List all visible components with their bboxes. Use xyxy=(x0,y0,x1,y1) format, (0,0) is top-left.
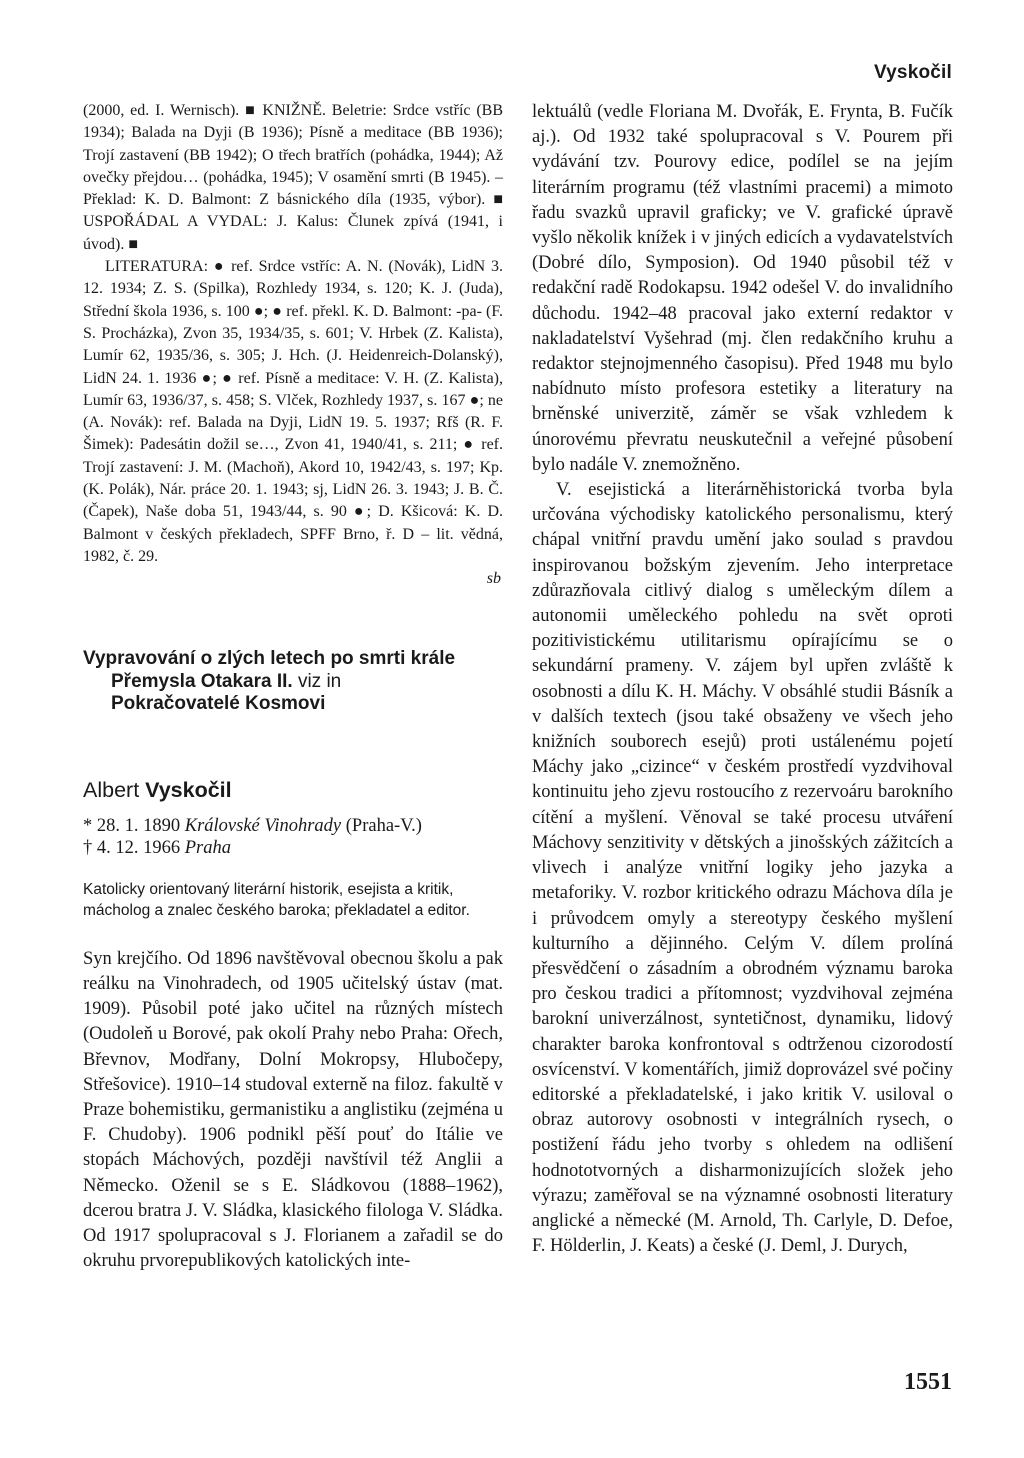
author-signature: sb xyxy=(486,570,501,588)
right-column xyxy=(532,100,953,1259)
page-number: 1551 xyxy=(904,1369,952,1395)
biography-paragraph-3: V. esejistická a literárněhistorická tvorba byla určována východisky katolického personalismu, který chápal vnitřní pravdu umění jako soulad s pravdou inspirovanou božským zjevením. Jeho interpretace zdůrazňovala citlivý dialog s uměleckým dílem a autonomii uměleckého pohledu na svět oproti pozitivistickému utilitarismu opírajícímu se o sekundární prameny. V. zájem byl upřen zvláště k osobnosti a dílu K. H. Máchy. V obsáhlé studii Básník a v dalších textech (jsou také obsaženy ve všech jeho knižních souborech esejů) proti ustálenému pojetí Máchy jako „cizince“ v českém prostředí vyzdvihoval kontinuitu jeho zjevu rostoucího z rezervoáru barokního cítění a myšlení. Věnoval se také procesu utváření Máchovy senzitivity v dětských a jinošských zážitcích a vlivech i analýze vnitřní logiky jeho jazyka a metaforiky. V. rozbor kritického odrazu Máchova díla je i průvodcem omyly a stereotypy českého myšlení kulturního a dějinného. Celým V. dílem prolíná přesvědčení o zásadním a obrodném významu baroka pro českou tradici a přítomnost; vyzdvihoval zejména barokní univerzálnost, syntetičnost, dynamiku, lidový charakter baroka konfrontoval s odtrženou cizorodostí osvícenství. V komentářích, jimiž doprovázel své počiny editorské a překladatelské, i jako kritik V. usiloval o obraz autorovy osobnosti v integrálních rysech, o postižení řádu jeho tvorby s ohledem na odlišení hodnototvorných a disharmonizujících složek jeho výrazu; zaměřoval se na významné osobnosti literatury anglické a německé (M. Arnold, Th. Carlyle, D. Defoe, F. Hölderlin, J. Keats) a české (J. Deml, J. Durych, xyxy=(532,480,953,1257)
running-head: Vyskočil xyxy=(874,62,952,83)
bibliography-literature: LITERATURA: ● ref. Srdce vstříc: A. N. (Novák), LidN 3. 12. 1934; Z. S. (Spilka), Rozhledy 1934, s. 120; K. J. (Juda), Střední škola 1936, s. 100 ●; ● ref. překl. K. D. Balmont: -pa- (F. S. Procházka), Zvon 35, 1934/35, s. 601; V. Hrbek (Z. Kalista), Lumír 62, 1935/36, s. 305; J. Hch. (J. Heidenreich-Dolanský), LidN 24. 1. 1936 ●; ● ref. Písně a meditace: V. H. (Z. Kalista), Lumír 63, 1936/37, s. 458; S. Vlček, Rozhledy 1937, s. 167 ●; ne (A. Novák): ref. Balada na Dyji, LidN 19. 5. 1937; Rfš (R. F. Šimek): Padesátin dožil se…, Zvon 41, 1940/41, s. 211; ● ref. Trojí zastavení: J. M. (Machoň), Akord 10, 1942/43, s. 197; Kp. (K. Polák), Nár. práce 20. 1. 1943; sj, LidN 26. 3. 1943; J. B. Č. (Čapek), Naše doba 51, 1943/44, s. 90 ●; D. Kšicová: K. D. Balmont v českých překladech, SPFF Brno, ř. D – lit. vědná, 1982, č. 29. xyxy=(83,258,503,565)
entry-first-name: Albert xyxy=(83,777,140,802)
xref-title-line2: Přemysla Otakara II. viz in xyxy=(111,670,342,692)
bibliography-works: (2000, ed. I. Wernisch). ■ KNIŽNĚ. Beletrie: Srdce vstříc (BB 1934); Balada na Dyji (B 1936); Písně a meditace (BB 1936); Trojí zastavení (BB 1942); O třech bratřích (pohádka, 1944); Až ovečky přejdou… (pohádka, 1945); V osamění smrti (B 1945). – Překlad: K. D. Balmont: Z básnického díla (1935, výbor). ■ USPOŘÁDAL A VYDAL: J. Kalus: Člunek zpívá (1941, i úvod). ■ xyxy=(83,102,503,253)
xref-viz: viz in xyxy=(297,670,342,692)
xref-title-line1: Vypravování o zlých letech po smrti krále xyxy=(83,648,456,670)
entry-surname: Vyskočil xyxy=(145,777,232,802)
entry-heading xyxy=(83,778,503,803)
birth-line: * 28. 1. 1890 Královské Vinohrady (Praha-V.) xyxy=(83,815,422,836)
xref-target[interactable]: Pokračovatelé Kosmovi xyxy=(111,693,326,715)
entry-summary: Katolicky orientovaný literární historik, esejista a kritik, mácholog a znalec českého baroka; překladatel a editor. xyxy=(83,880,470,919)
biography-paragraph-2: lektuálů (vedle Floriana M. Dvořák, E. Frynta, B. Fučík aj.). Od 1932 také spolupracoval s V. Pourem při vydávání tzv. Pourovy edice, podílel se na jejím literárním programu (též vlastními pracemi) a mimoto řadu svazků upravil graficky; ve V. grafické úpravě vyšlo několik knížek i v jiných edicích a vydavatelstvích (Dobré dílo, Symposion). Od 1940 působil též v redakční radě Rodokapsu. 1942 odešel V. do invalidního důchodu. 1942–48 pracoval jako externí redaktor v nakladatelství Vyšehrad (mj. člen redakčního kruhu a redaktor stejnojmenného časopisu). Před 1948 mu bylo nabídnuto místo profesora estetiky a literatury na brněnské univerzitě, záměr se však vzhledem k únorovému převratu neuskutečnil a veřejné působení bylo nadále V. znemožněno. xyxy=(532,102,953,475)
left-column xyxy=(83,100,503,1274)
vital-dates xyxy=(83,815,503,859)
death-line: † 4. 12. 1966 Praha xyxy=(83,837,231,858)
biography-paragraph-1: Syn krejčího. Od 1896 navštěvoval obecnou školu a pak reálku na Vinohradech, od 1905 učitelský ústav (mat. 1909). Působil poté jako učitel na různých místech (Oudoleň u Borové, pak okolí Prahy nebo Praha: Ořech, Břevnov, Modřany, Dolní Mokropsy, Hlubočepy, Střešovice). 1910–14 studoval externě na filoz. fakultě v Praze bohemistiku, germanistiku a anglistiku (zejména u F. Chudoby). 1906 podnikl pěší pouť do Itálie ve stopách Máchových, později navštívil též Anglii a Německo. Oženil se s E. Sládkovou (1888–1962), dcerou bratra J. V. Sládka, klasického filologa V. Sládka. Od 1917 spolupracoval s J. Florianem a zařadil se do okruhu prvorepublikových katolických inte- xyxy=(83,948,503,1272)
cross-reference-entry xyxy=(83,648,503,716)
